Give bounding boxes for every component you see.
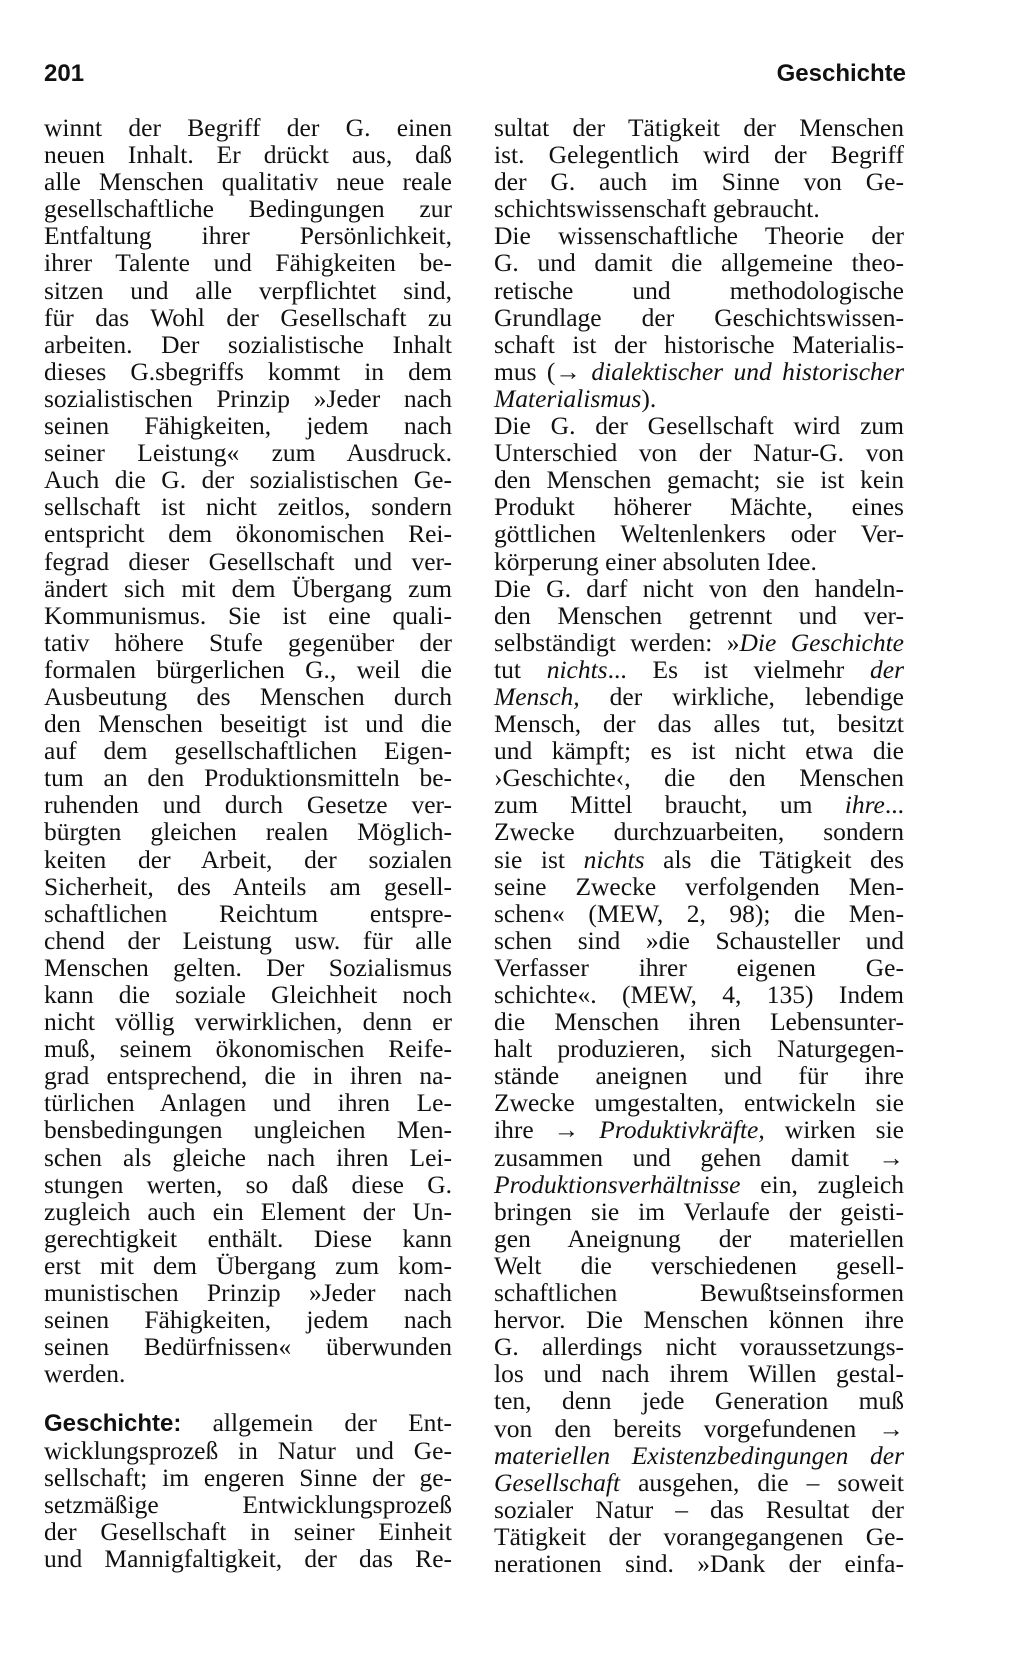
text-line: Die G. darf nicht von den handeln- [494, 573, 904, 603]
text-line: Auch die G. der sozialistischen Ge- [44, 465, 452, 495]
text-line: und Mannigfaltigkeit, der das Re- [44, 1543, 452, 1573]
entry-body [44, 1437, 452, 1572]
page-number: 201 [44, 60, 85, 87]
right-column-body [494, 114, 904, 1577]
text-line: stände aneignen und für ihre [494, 1061, 904, 1091]
right-column [494, 114, 904, 1577]
text-line: hervor. Die Menschen können ihre [494, 1305, 904, 1335]
text-line: arbeiten. Der sozialistische Inhalt [44, 329, 452, 359]
text-line: entspricht dem ökonomischen Rei- [44, 519, 452, 549]
text-line: sellschaft; im engeren Sinne der ge- [44, 1462, 452, 1492]
text-line [494, 1116, 904, 1143]
italic-term: Gesellschaft [494, 1467, 621, 1497]
text-line: Die wissenschaftliche Theorie der [494, 221, 904, 251]
text-line: wicklungsprozeß in Natur und Ge- [44, 1435, 452, 1465]
text-line: ändert sich mit dem Übergang zum [44, 573, 452, 603]
text-line: erst mit dem Übergang zum kom- [44, 1250, 452, 1280]
text-line: munistischen Prinzip »Jeder nach [44, 1278, 452, 1308]
italic-term: materiellen Existenzbedingungen der [494, 1440, 904, 1470]
text-line [494, 846, 904, 873]
italic-term: nichts [546, 654, 608, 684]
left-column [44, 114, 452, 1572]
text-line: den Menschen beseitigt ist und die [44, 709, 452, 739]
text-line: gerechtigkeit enthält. Diese kann [44, 1223, 452, 1253]
text-line: seine Zwecke verfolgenden Men- [494, 871, 904, 901]
text-line: göttlichen Weltenlenkers oder Ver- [494, 519, 904, 549]
text-line: Zwecke durchzuarbeiten, sondern [494, 817, 904, 847]
text-line: stungen werten, so daß diese G. [44, 1169, 452, 1199]
text-line [494, 683, 904, 710]
text-line: keiten der Arbeit, der sozialen [44, 844, 452, 874]
italic-term: Produktionsverhältnisse [494, 1169, 741, 1199]
italic-term: ihre [844, 790, 885, 820]
running-head: Geschichte [776, 60, 906, 87]
text-line: alle Menschen qualitativ neue reale [44, 167, 452, 197]
text-line: retische und methodologische [494, 275, 904, 305]
text-segment: als die Tätigkeit des [644, 844, 905, 874]
text-line: Unterschied von der Natur-G. von [494, 438, 904, 468]
text-line: sitzen und alle verpflichtet sind, [44, 275, 452, 305]
text-line: G. allerdings nicht voraussetzungs- [494, 1332, 904, 1362]
text-line: kann die soziale Gleichheit noch [44, 980, 452, 1009]
text-line [494, 656, 904, 683]
text-line: tum an den Produktionsmitteln be- [44, 763, 452, 793]
entry-gap [44, 1387, 452, 1409]
entry-first-line [44, 1409, 452, 1436]
text-line: nerationen sind. »Dank der einfa- [494, 1548, 904, 1578]
text-segment: ... [884, 790, 904, 820]
text-line: schen als gleiche nach ihren Lei- [44, 1142, 452, 1172]
text-line: seinen Fähigkeiten, jedem nach [44, 1305, 452, 1335]
text-line: Tätigkeit der vorangegangenen Ge- [494, 1521, 904, 1551]
text-line [494, 629, 904, 656]
text-line [494, 358, 904, 385]
text-line: formalen bürgerlichen G., weil die [44, 654, 452, 684]
text-line: sozialer Natur – das Resultat der [494, 1494, 904, 1524]
text-line: ist. Gelegentlich wird der Begriff [494, 140, 904, 170]
text-line: der G. auch im Sinne von Ge- [494, 167, 904, 197]
text-line: für das Wohl der Gesellschaft zu [44, 302, 452, 332]
text-line: bringen sie im Verlaufe der geisti- [494, 1196, 904, 1226]
text-line: sozialistischen Prinzip »Jeder nach [44, 383, 452, 413]
text-line: auf dem gesellschaftlichen Eigen- [44, 736, 452, 766]
text-line: seinen Fähigkeiten, jedem nach [44, 411, 452, 441]
italic-term: Die Geschichte [739, 627, 904, 657]
text-segment: zum Mittel braucht, um [494, 790, 845, 820]
text-line: gesellschaftliche Bedingungen zur [44, 194, 452, 224]
text-line: die Menschen ihren Lebensunter- [494, 1007, 904, 1037]
text-segment: tut [494, 654, 547, 684]
text-line: sellschaft ist nicht zeitlos, sondern [44, 492, 452, 522]
italic-term: Produktivkräfte, [599, 1115, 765, 1145]
text-line: ruhenden und durch Gesetze ver- [44, 790, 452, 820]
entry-keyword: Geschichte: [44, 1410, 182, 1438]
text-line: zugleich auch ein Element der Un- [44, 1196, 452, 1226]
italic-term: der [870, 654, 904, 684]
italic-term: Materialismus [494, 383, 642, 413]
text-line: ihrer Talente und Fähigkeiten be- [44, 248, 452, 278]
entry-first-line-text: allgemein der Ent- [181, 1408, 452, 1438]
text-line [494, 1442, 904, 1469]
text-line: Menschen gelten. Der Sozialismus [44, 952, 452, 982]
text-line: grad entsprechend, die in ihren na- [44, 1061, 452, 1091]
text-segment: ihre → [494, 1115, 600, 1145]
text-line: dieses G.sbegriffs kommt in dem [44, 356, 452, 386]
page-header [44, 60, 906, 94]
text-line: gen Aneignung der materiellen [494, 1223, 904, 1253]
text-segment: der wirkliche, lebendige [579, 681, 904, 711]
text-line: sultat der Tätigkeit der Menschen [494, 113, 904, 142]
text-line: ›Geschichte‹, die den Menschen [494, 763, 904, 793]
text-line: zusammen und gehen damit → [494, 1142, 904, 1172]
text-line: schen sind »die Schausteller und [494, 925, 904, 955]
text-segment: selbständigt werden: » [494, 627, 740, 657]
text-line: Sicherheit, des Anteils am gesell- [44, 871, 452, 901]
text-segment: ausgehen, die – soweit [620, 1467, 904, 1497]
text-line: Entfaltung ihrer Persönlichkeit, [44, 221, 452, 251]
text-segment: wirken sie [764, 1115, 904, 1145]
text-line: ten, denn jede Generation muß [494, 1386, 904, 1416]
italic-term: Mensch, [494, 681, 580, 711]
text-line [494, 791, 904, 818]
text-line: Produkt höherer Mächte, eines [494, 492, 904, 522]
text-line: und kämpft; es ist nicht etwa die [494, 736, 904, 766]
text-line: türlichen Anlagen und ihren Le- [44, 1088, 452, 1118]
text-line: schaftlichen Reichtum entspre- [44, 898, 452, 928]
text-line [494, 385, 904, 412]
text-line [494, 1171, 904, 1198]
text-line: schichtswissenschaft gebraucht. [494, 194, 820, 224]
text-line: Verfasser ihrer eigenen Ge- [494, 952, 904, 982]
text-line: Kommunismus. Sie ist eine quali- [44, 600, 452, 630]
text-line: Zwecke umgestalten, entwickeln sie [494, 1088, 904, 1118]
text-segment: sie ist [494, 844, 584, 874]
text-line: tativ höhere Stufe gegenüber der [44, 627, 452, 657]
text-line: seiner Leistung« zum Ausdruck. [44, 438, 452, 468]
text-line: nicht völlig verwirklichen, denn er [44, 1007, 452, 1037]
text-segment: ... Es ist vielmehr [607, 654, 870, 684]
text-line: bürgten gleichen realen Möglich- [44, 817, 452, 847]
text-line: Welt die verschiedenen gesell- [494, 1250, 904, 1280]
text-line: der Gesellschaft in seiner Einheit [44, 1516, 452, 1546]
text-line: Die G. der Gesellschaft wird zum [494, 411, 904, 441]
text-line: fegrad dieser Gesellschaft und ver- [44, 546, 452, 576]
italic-term: dialektischer und historischer [591, 356, 905, 386]
text-line: bensbedingungen ungleichen Men- [44, 1115, 452, 1145]
text-line: chend der Leistung usw. für alle [44, 925, 452, 955]
text-line: schen« (MEW, 2, 98); die Men- [494, 898, 904, 928]
text-line: setzmäßige Entwicklungsprozeß [44, 1489, 452, 1519]
text-line: los und nach ihrem Willen gestal- [494, 1359, 904, 1389]
text-line: Mensch, der das alles tut, besitzt [494, 709, 904, 739]
text-line [494, 1469, 904, 1496]
left-column-body [44, 114, 452, 1387]
italic-term: nichts [583, 844, 645, 874]
text-segment: ). [641, 383, 657, 413]
text-line: Grundlage der Geschichtswissen- [494, 302, 904, 332]
text-line: neuen Inhalt. Er drückt aus, daß [44, 140, 452, 170]
text-line: den Menschen getrennt und ver- [494, 600, 904, 630]
text-line: Ausbeutung des Menschen durch [44, 681, 452, 711]
text-line: muß, seinem ökonomischen Reife- [44, 1034, 452, 1064]
text-line: von den bereits vorgefundenen → [494, 1413, 904, 1443]
text-line: den Menschen gemacht; sie ist kein [494, 465, 904, 495]
text-line: seinen Bedürfnissen« überwunden [44, 1332, 452, 1362]
text-line: schichte«. (MEW, 4, 135) Indem [494, 980, 904, 1009]
text-line: werden. [44, 1359, 126, 1389]
text-segment: ein, zugleich [740, 1169, 904, 1199]
text-line: G. und damit die allgemeine theo- [494, 248, 904, 278]
text-line: schaftlichen Bewußtseinsformen [494, 1278, 904, 1308]
text-line: schaft ist der historische Materialis- [494, 329, 904, 359]
text-line: halt produzieren, sich Naturgegen- [494, 1034, 904, 1064]
text-line: winnt der Begriff der G. einen [44, 113, 452, 142]
dictionary-entry-geschichte [44, 1409, 452, 1572]
text-line: körperung einer absoluten Idee. [494, 546, 817, 576]
text-segment: mus (→ [494, 356, 592, 386]
